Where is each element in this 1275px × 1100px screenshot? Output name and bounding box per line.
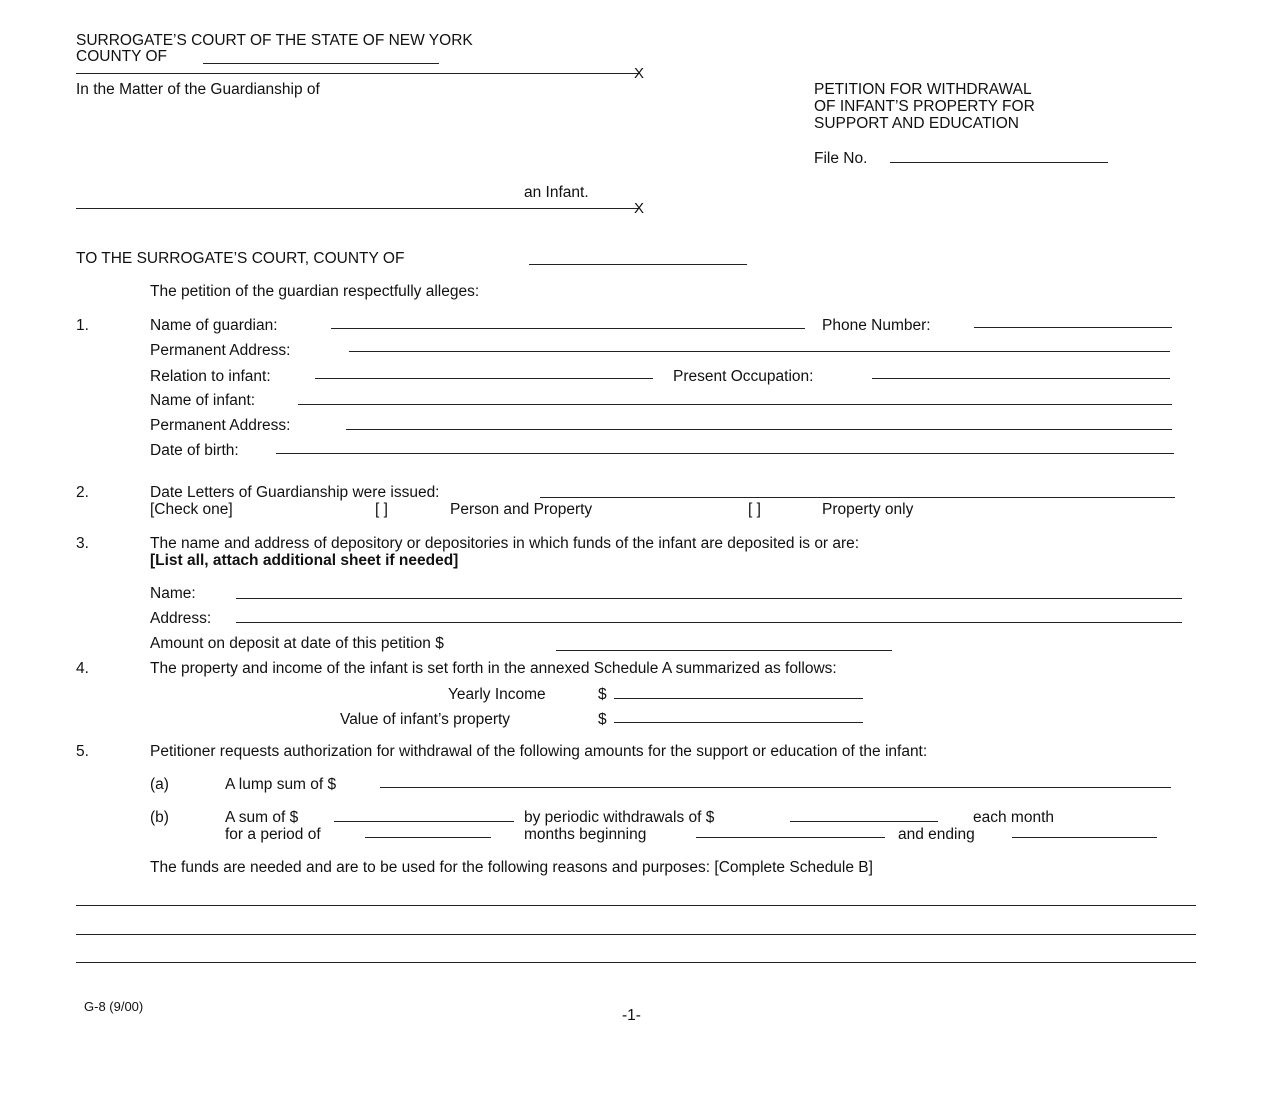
check-one-label: [Check one] bbox=[150, 501, 233, 518]
letters-issued-label: Date Letters of Guardianship were issued: bbox=[150, 484, 440, 501]
lump-sum-label: A lump sum of $ bbox=[225, 776, 337, 793]
option-person-and-property: Person and Property bbox=[450, 501, 593, 518]
property-value-dollar: $ bbox=[598, 711, 607, 728]
guardian-address-label: Permanent Address: bbox=[150, 342, 291, 359]
caption-top-rule bbox=[76, 73, 638, 74]
form-id: G-8 (9/00) bbox=[84, 999, 144, 1014]
section-4-number: 4. bbox=[76, 660, 89, 677]
to-court-county-field[interactable] bbox=[529, 264, 747, 265]
petition-title-line2: OF INFANT’S PROPERTY FOR bbox=[814, 98, 1035, 115]
infant-text: an Infant. bbox=[524, 184, 589, 201]
depository-address-field[interactable] bbox=[236, 622, 1182, 623]
periodic-field[interactable] bbox=[790, 821, 938, 822]
ending-label: and ending bbox=[898, 826, 975, 843]
caption-x-mark-bottom: X bbox=[634, 200, 645, 217]
option-b-label: (b) bbox=[150, 809, 169, 826]
infant-name-field[interactable] bbox=[298, 404, 1172, 405]
option-property-only: Property only bbox=[822, 501, 914, 518]
section-3-number: 3. bbox=[76, 535, 89, 552]
alleges-text: The petition of the guardian respectfully alleges: bbox=[150, 283, 480, 300]
occupation-field[interactable] bbox=[872, 378, 1170, 379]
lump-sum-field[interactable] bbox=[380, 787, 1171, 788]
section-5-number: 5. bbox=[76, 743, 89, 760]
amount-on-deposit-label: Amount on deposit at date of this petition $ bbox=[150, 635, 444, 652]
schedule-a-text: The property and income of the infant is set forth in the annexed Schedule A summarized as follows: bbox=[150, 660, 837, 677]
reasons-line-3[interactable] bbox=[76, 962, 1196, 963]
reasons-line-2[interactable] bbox=[76, 934, 1196, 935]
phone-label: Phone Number: bbox=[822, 317, 931, 334]
to-court-text: TO THE SURROGATE’S COURT, COUNTY OF bbox=[76, 250, 405, 267]
property-value-label: Value of infant’s property bbox=[340, 711, 511, 728]
property-value-field[interactable] bbox=[614, 722, 863, 723]
depository-text: The name and address of depository or depositories in which funds of the infant are deposited is or are: bbox=[150, 535, 860, 552]
file-no-label: File No. bbox=[814, 150, 868, 167]
yearly-income-field[interactable] bbox=[614, 698, 863, 699]
petition-title-line1: PETITION FOR WITHDRAWAL bbox=[814, 81, 1032, 98]
depository-name-field[interactable] bbox=[236, 598, 1182, 599]
guardian-name-label: Name of guardian: bbox=[150, 317, 278, 334]
relation-label: Relation to infant: bbox=[150, 368, 271, 385]
periodic-label: by periodic withdrawals of $ bbox=[524, 809, 715, 826]
page-number: -1- bbox=[622, 1007, 641, 1024]
caption-bottom-rule bbox=[76, 208, 638, 209]
infant-address-label: Permanent Address: bbox=[150, 417, 291, 434]
county-field[interactable] bbox=[203, 63, 439, 64]
phone-field[interactable] bbox=[974, 327, 1172, 328]
depository-instruction: [List all, attach additional sheet if needed] bbox=[150, 552, 459, 569]
letters-issued-field[interactable] bbox=[540, 497, 1175, 498]
depository-address-label: Address: bbox=[150, 610, 212, 627]
withdrawal-request-text: Petitioner requests authorization for withdrawal of the following amounts for the support or education of the infant: bbox=[150, 743, 928, 760]
dob-field[interactable] bbox=[276, 453, 1174, 454]
relation-field[interactable] bbox=[315, 378, 653, 379]
option-a-label: (a) bbox=[150, 776, 169, 793]
court-title: SURROGATE’S COURT OF THE STATE OF NEW YORK bbox=[76, 32, 473, 49]
infant-address-field[interactable] bbox=[346, 429, 1172, 430]
matter-text: In the Matter of the Guardianship of bbox=[76, 81, 320, 98]
yearly-income-dollar: $ bbox=[598, 686, 607, 703]
sum-label: A sum of $ bbox=[225, 809, 299, 826]
yearly-income-label: Yearly Income bbox=[448, 686, 546, 703]
beginning-field[interactable] bbox=[696, 837, 885, 838]
guardian-address-field[interactable] bbox=[349, 351, 1170, 352]
ending-field[interactable] bbox=[1012, 837, 1157, 838]
caption-x-mark-top: X bbox=[634, 65, 645, 82]
reasons-line-1[interactable] bbox=[76, 905, 1196, 906]
guardian-name-field[interactable] bbox=[331, 328, 805, 329]
depository-name-label: Name: bbox=[150, 585, 196, 602]
file-no-field[interactable] bbox=[890, 162, 1108, 163]
amount-on-deposit-field[interactable] bbox=[556, 650, 892, 651]
section-2-number: 2. bbox=[76, 484, 89, 501]
infant-name-label: Name of infant: bbox=[150, 392, 256, 409]
period-label: for a period of bbox=[225, 826, 321, 843]
occupation-label: Present Occupation: bbox=[673, 368, 814, 385]
period-field[interactable] bbox=[365, 837, 491, 838]
months-beginning-label: months beginning bbox=[524, 826, 647, 843]
county-label: COUNTY OF bbox=[76, 48, 167, 65]
petition-title-line3: SUPPORT AND EDUCATION bbox=[814, 115, 1019, 132]
sum-field[interactable] bbox=[334, 821, 514, 822]
section-1-number: 1. bbox=[76, 317, 89, 334]
checkbox-property-only[interactable]: [ ] bbox=[748, 501, 761, 518]
each-month-label: each month bbox=[973, 809, 1054, 826]
reasons-text: The funds are needed and are to be used for the following reasons and purposes: [Complete Schedule B] bbox=[150, 859, 873, 876]
checkbox-person-and-property[interactable]: [ ] bbox=[375, 501, 388, 518]
dob-label: Date of birth: bbox=[150, 442, 239, 459]
